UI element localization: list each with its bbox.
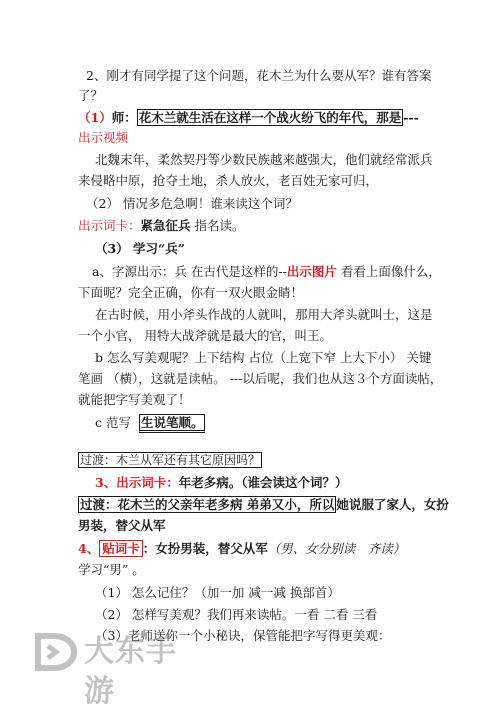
stroke-order-box: 生说笔顺。 — [139, 414, 206, 433]
word-card-line — [78, 218, 245, 234]
section-4-note: （男、女分别读 齐读） — [267, 541, 406, 556]
section-3-text: 年老多病。（谁会读这个词？） — [178, 475, 348, 490]
para-origin — [92, 264, 441, 280]
section-4-line — [78, 541, 405, 557]
para-origin-cont: 下面呢？完全正确，你有一双火眼金睛！ — [78, 285, 304, 300]
section-3-label: 3、出示词卡： — [95, 475, 179, 490]
boxed-text: 花木兰就生活在这样一个战火纷飞的年代，那是 — [138, 110, 402, 125]
transition-1 — [78, 452, 262, 468]
item-number: （1） — [78, 110, 112, 125]
transition-2 — [78, 497, 449, 513]
para-history-cont: 来侵略中原，抢夺土地，杀人放火，老百姓无家可归， — [78, 173, 379, 188]
origin-text: a、字源出示：兵 在古代是这样的-- — [92, 264, 287, 279]
para-question-cont: 了？ — [78, 88, 104, 103]
stick-card-box: 贴词卡 — [99, 540, 143, 557]
word-card-text: 紧急征兵 — [140, 218, 191, 233]
para-question: 2、刚才有同学提了这个问题，花木兰为什么要从军？谁有答案 — [86, 68, 432, 83]
watermark-text: 大东手游 — [84, 634, 177, 709]
step-2: （2） 怎样写美观？我们再来读帖。一看 二看 三看 — [95, 607, 378, 622]
teacher-line — [78, 110, 419, 126]
demo-line — [95, 415, 205, 431]
step-3: （3）老师送你一个小秘诀，保管能把字写得更美观： — [95, 628, 391, 643]
transition-2-box: 过渡：花木兰的父亲年老多病 弟弟又小，所以 — [80, 497, 335, 512]
dadong-logo-icon — [34, 630, 78, 674]
word-card-note: 指名读。 — [194, 218, 245, 233]
demo-label: c 范写 — [95, 415, 131, 430]
section-3-line — [95, 475, 347, 491]
section-4-text: ：女扮男装，替父从军 — [142, 541, 268, 556]
para-history: 北魏末年，柔然契丹等少数民族越来越强大，他们就经常派兵 — [95, 152, 433, 167]
para-ancient: 在古时候，用小斧头作战的人就叫，那用大斧头就叫士，这是 — [95, 307, 433, 322]
dash: --- — [403, 110, 419, 125]
para-write-end: 就能把字写美观了！ — [78, 392, 191, 407]
learn-bing-heading: （3） 学习“兵” — [95, 241, 185, 256]
step-1: （1） 怎么记住？（加一加 减一减 换部首） — [95, 585, 340, 600]
show-video-label: 出示视频 — [78, 130, 129, 145]
para-ancient-cont: 一个小官， 用特大战斧就是最大的官，叫王。 — [78, 328, 332, 343]
origin-text-cont: 看看上面像什么， — [336, 264, 441, 279]
transition-1-box: 过渡：木兰从军还有其它原因吗？ — [80, 453, 261, 467]
show-card-label: 出示词卡： — [78, 218, 141, 233]
para-write: b 怎么写美观呢？上下结构 占位（上宽下窄 上大下小） 关键 — [95, 350, 432, 365]
show-image-label: 出示图片 — [286, 264, 337, 279]
section-4-number: 4、 — [78, 541, 100, 556]
teacher-label: 师： — [111, 110, 137, 125]
learn-nan-heading: 学习“男” 。 — [78, 562, 145, 577]
transition-2-cont: 男装，替父从军 — [78, 518, 166, 533]
transition-2-rest: 她说服了家人，女扮 — [336, 497, 449, 512]
para-urgent: （2） 情况多危急啊！谁来读这个词？ — [86, 196, 298, 211]
watermark — [34, 628, 204, 709]
para-write-cont: 笔画 （横），这就是读帖。 ---以后呢，我们也从这３个方面读帖， — [78, 371, 443, 386]
